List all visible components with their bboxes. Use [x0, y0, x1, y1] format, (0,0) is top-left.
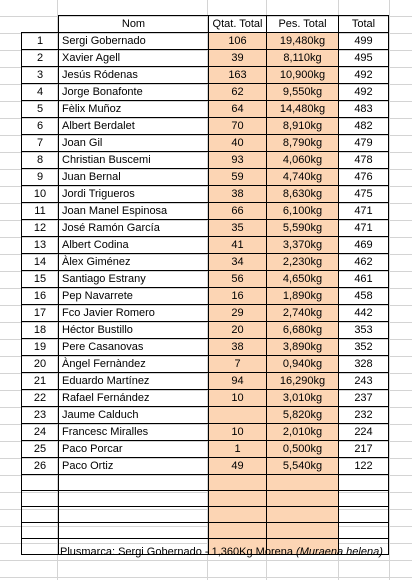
pes-total-cell[interactable]: 3,370kg [267, 237, 339, 254]
total-cell[interactable]: 462 [339, 254, 389, 271]
name-cell[interactable]: Pep Navarrete [59, 288, 209, 305]
header-index[interactable] [22, 16, 59, 33]
name-cell[interactable]: Fèlix Muñoz [59, 101, 209, 118]
qtat-total-cell[interactable] [209, 407, 267, 424]
qtat-total-cell[interactable]: 106 [209, 33, 267, 50]
row-number-cell[interactable]: 26 [22, 458, 59, 475]
pes-total-cell[interactable]: 2,740kg [267, 305, 339, 322]
qtat-total-cell[interactable]: 1 [209, 441, 267, 458]
table-row [22, 254, 389, 271]
qtat-total-cell[interactable]: 16 [209, 288, 267, 305]
species-name: (Muraena helena) [296, 546, 383, 558]
pes-total-cell[interactable]: 8,910kg [267, 118, 339, 135]
total-cell[interactable]: 492 [339, 67, 389, 84]
qtat-total-cell[interactable]: 10 [209, 424, 267, 441]
name-cell[interactable] [59, 491, 209, 507]
name-cell[interactable] [59, 523, 209, 539]
name-cell[interactable]: Jordi Trigueros [59, 186, 209, 203]
qtat-total-cell[interactable]: 7 [209, 356, 267, 373]
table-row [22, 305, 389, 322]
table-row [22, 33, 389, 50]
row-number-cell[interactable]: 9 [22, 169, 59, 186]
total-cell[interactable]: 353 [339, 322, 389, 339]
name-cell[interactable]: Àngel Fernàndez [59, 356, 209, 373]
row-number-cell[interactable]: 4 [22, 84, 59, 101]
row-number-cell[interactable]: 7 [22, 135, 59, 152]
row-number-cell[interactable] [22, 491, 59, 507]
header-nom[interactable]: Nom [59, 16, 209, 33]
table-row [22, 186, 389, 203]
row-number-cell[interactable]: 17 [22, 305, 59, 322]
name-cell[interactable]: Fco Javier Romero [59, 305, 209, 322]
name-cell[interactable]: Xavier Agell [59, 50, 209, 67]
total-cell[interactable]: 483 [339, 101, 389, 118]
pes-total-cell[interactable]: 3,890kg [267, 339, 339, 356]
row-number-cell[interactable]: 6 [22, 118, 59, 135]
qtat-total-cell[interactable]: 56 [209, 271, 267, 288]
record-text: Plusmarca: Sergi Gobernado - 1,360Kg Morena [60, 546, 297, 558]
total-cell[interactable]: 217 [339, 441, 389, 458]
total-cell[interactable]: 442 [339, 305, 389, 322]
qtat-total-cell[interactable]: 94 [209, 373, 267, 390]
qtat-total-cell[interactable]: 59 [209, 169, 267, 186]
table-row [22, 475, 389, 491]
qtat-total-cell[interactable]: 38 [209, 339, 267, 356]
table-row [22, 67, 389, 84]
qtat-total-cell[interactable]: 70 [209, 118, 267, 135]
total-cell[interactable]: 499 [339, 33, 389, 50]
name-cell[interactable]: Paco Porcar [59, 441, 209, 458]
total-cell[interactable]: 243 [339, 373, 389, 390]
qtat-total-cell[interactable]: 39 [209, 50, 267, 67]
name-cell[interactable]: Jaume Calduch [59, 407, 209, 424]
qtat-total-cell[interactable]: 40 [209, 135, 267, 152]
qtat-total-cell[interactable]: 29 [209, 305, 267, 322]
total-cell[interactable]: 475 [339, 186, 389, 203]
name-cell[interactable]: Paco Ortiz [59, 458, 209, 475]
pes-total-cell[interactable]: 0,940kg [267, 356, 339, 373]
row-number-cell[interactable]: 1 [22, 33, 59, 50]
table-row [22, 507, 389, 523]
table-row [22, 407, 389, 424]
total-cell[interactable]: 461 [339, 271, 389, 288]
pes-total-cell[interactable] [267, 491, 339, 507]
table-row [22, 424, 389, 441]
row-number-cell[interactable] [22, 507, 59, 523]
table-row [22, 203, 389, 220]
row-number-cell[interactable]: 8 [22, 152, 59, 169]
table-row [22, 356, 389, 373]
pes-total-cell[interactable]: 0,500kg [267, 441, 339, 458]
total-cell[interactable]: 492 [339, 84, 389, 101]
name-cell[interactable]: Àlex Giménez [59, 254, 209, 271]
name-cell[interactable]: Pere Casanovas [59, 339, 209, 356]
pes-total-cell[interactable]: 5,590kg [267, 220, 339, 237]
row-number-cell[interactable]: 18 [22, 322, 59, 339]
row-number-cell[interactable]: 21 [22, 373, 59, 390]
name-cell[interactable] [59, 475, 209, 491]
qtat-total-cell[interactable] [209, 475, 267, 491]
table-row [22, 441, 389, 458]
row-number-cell[interactable]: 3 [22, 67, 59, 84]
total-cell[interactable] [339, 491, 389, 507]
total-cell[interactable]: 482 [339, 118, 389, 135]
qtat-total-cell[interactable]: 64 [209, 101, 267, 118]
name-cell[interactable]: Jesús Ródenas [59, 67, 209, 84]
row-number-cell[interactable]: 16 [22, 288, 59, 305]
qtat-total-cell[interactable]: 41 [209, 237, 267, 254]
pes-total-cell[interactable]: 9,550kg [267, 84, 339, 101]
qtat-total-cell[interactable]: 163 [209, 67, 267, 84]
pes-total-cell[interactable]: 1,890kg [267, 288, 339, 305]
qtat-total-cell[interactable]: 38 [209, 186, 267, 203]
name-cell[interactable]: Francesc Miralles [59, 424, 209, 441]
row-number-cell[interactable]: 14 [22, 254, 59, 271]
total-cell[interactable]: 471 [339, 203, 389, 220]
pes-total-cell[interactable]: 4,060kg [267, 152, 339, 169]
total-cell[interactable]: 328 [339, 356, 389, 373]
row-number-cell[interactable]: 20 [22, 356, 59, 373]
table-row [22, 101, 389, 118]
qtat-total-cell[interactable]: 35 [209, 220, 267, 237]
qtat-total-cell[interactable]: 34 [209, 254, 267, 271]
row-number-cell[interactable]: 12 [22, 220, 59, 237]
table-row [22, 491, 389, 507]
row-number-cell[interactable]: 13 [22, 237, 59, 254]
name-cell[interactable]: Santiago Estrany [59, 271, 209, 288]
name-cell[interactable]: Joan Manel Espinosa [59, 203, 209, 220]
qtat-total-cell[interactable]: 93 [209, 152, 267, 169]
name-cell[interactable]: Christian Buscemi [59, 152, 209, 169]
header-qtat-total[interactable]: Qtat. Total [209, 16, 267, 33]
total-cell[interactable]: 237 [339, 390, 389, 407]
row-number-cell[interactable]: 25 [22, 441, 59, 458]
total-cell[interactable]: 471 [339, 220, 389, 237]
qtat-total-cell[interactable]: 49 [209, 458, 267, 475]
table-row [22, 84, 389, 101]
row-number-cell[interactable] [22, 523, 59, 539]
table-row [22, 118, 389, 135]
table-row [22, 152, 389, 169]
row-number-cell[interactable] [22, 475, 59, 491]
total-cell[interactable] [339, 507, 389, 523]
table-row [22, 237, 389, 254]
pes-total-cell[interactable]: 2,010kg [267, 424, 339, 441]
pes-total-cell[interactable]: 8,790kg [267, 135, 339, 152]
qtat-total-cell[interactable] [209, 523, 267, 539]
name-cell[interactable]: José Ramón García [59, 220, 209, 237]
table-row [22, 390, 389, 407]
name-cell[interactable]: Jorge Bonafonte [59, 84, 209, 101]
name-cell[interactable]: Héctor Bustillo [59, 322, 209, 339]
qtat-total-cell[interactable]: 66 [209, 203, 267, 220]
row-number-cell[interactable]: 2 [22, 50, 59, 67]
total-cell[interactable]: 495 [339, 50, 389, 67]
total-cell[interactable]: 122 [339, 458, 389, 475]
qtat-total-cell[interactable] [209, 507, 267, 523]
header-total[interactable]: Total [339, 16, 389, 33]
pes-total-cell[interactable]: 5,540kg [267, 458, 339, 475]
pes-total-cell[interactable]: 3,010kg [267, 390, 339, 407]
pes-total-cell[interactable]: 16,290kg [267, 373, 339, 390]
row-number-cell[interactable]: 19 [22, 339, 59, 356]
row-number-cell[interactable]: 23 [22, 407, 59, 424]
qtat-total-cell[interactable]: 10 [209, 390, 267, 407]
row-number-cell[interactable]: 24 [22, 424, 59, 441]
name-cell[interactable]: Rafael Fernández [59, 390, 209, 407]
table-row [22, 169, 389, 186]
pes-total-cell[interactable]: 8,110kg [267, 50, 339, 67]
row-number-cell[interactable]: 10 [22, 186, 59, 203]
name-cell[interactable]: Juan Bernal [59, 169, 209, 186]
total-cell[interactable]: 232 [339, 407, 389, 424]
total-cell[interactable]: 352 [339, 339, 389, 356]
total-cell[interactable]: 469 [339, 237, 389, 254]
pes-total-cell[interactable]: 6,680kg [267, 322, 339, 339]
total-cell[interactable]: 458 [339, 288, 389, 305]
table-row [22, 458, 389, 475]
qtat-total-cell[interactable]: 20 [209, 322, 267, 339]
row-number-cell[interactable] [22, 539, 59, 555]
name-cell[interactable]: Sergi Gobernado [59, 33, 209, 50]
pes-total-cell[interactable]: 2,230kg [267, 254, 339, 271]
record-footnote[interactable] [60, 546, 383, 558]
row-number-cell[interactable]: 5 [22, 101, 59, 118]
pes-total-cell[interactable]: 14,480kg [267, 101, 339, 118]
table-row [22, 288, 389, 305]
qtat-total-cell[interactable] [209, 491, 267, 507]
table-row [22, 322, 389, 339]
pes-total-cell[interactable] [267, 507, 339, 523]
table-row [22, 523, 389, 539]
row-number-cell[interactable]: 11 [22, 203, 59, 220]
name-cell[interactable]: Joan Gil [59, 135, 209, 152]
pes-total-cell[interactable]: 8,630kg [267, 186, 339, 203]
pes-total-cell[interactable]: 5,820kg [267, 407, 339, 424]
header-row [22, 16, 389, 33]
pes-total-cell[interactable]: 4,650kg [267, 271, 339, 288]
qtat-total-cell[interactable]: 62 [209, 84, 267, 101]
pes-total-cell[interactable] [267, 523, 339, 539]
pes-total-cell[interactable]: 10,900kg [267, 67, 339, 84]
pes-total-cell[interactable]: 4,740kg [267, 169, 339, 186]
row-number-cell[interactable]: 22 [22, 390, 59, 407]
table-row [22, 373, 389, 390]
table-row [22, 339, 389, 356]
table-row [22, 220, 389, 237]
name-cell[interactable] [59, 507, 209, 523]
total-cell[interactable]: 479 [339, 135, 389, 152]
total-cell[interactable]: 224 [339, 424, 389, 441]
row-number-cell[interactable]: 15 [22, 271, 59, 288]
ranking-table [21, 15, 389, 555]
total-cell[interactable]: 476 [339, 169, 389, 186]
header-pes-total[interactable]: Pes. Total [267, 16, 339, 33]
total-cell[interactable] [339, 523, 389, 539]
pes-total-cell[interactable]: 19,480kg [267, 33, 339, 50]
pes-total-cell[interactable]: 6,100kg [267, 203, 339, 220]
table-row [22, 135, 389, 152]
total-cell[interactable]: 478 [339, 152, 389, 169]
total-cell[interactable] [339, 475, 389, 491]
table-row [22, 271, 389, 288]
name-cell[interactable]: Eduardo Martínez [59, 373, 209, 390]
table-row [22, 50, 389, 67]
name-cell[interactable]: Albert Berdalet [59, 118, 209, 135]
name-cell[interactable]: Albert Codina [59, 237, 209, 254]
pes-total-cell[interactable] [267, 475, 339, 491]
